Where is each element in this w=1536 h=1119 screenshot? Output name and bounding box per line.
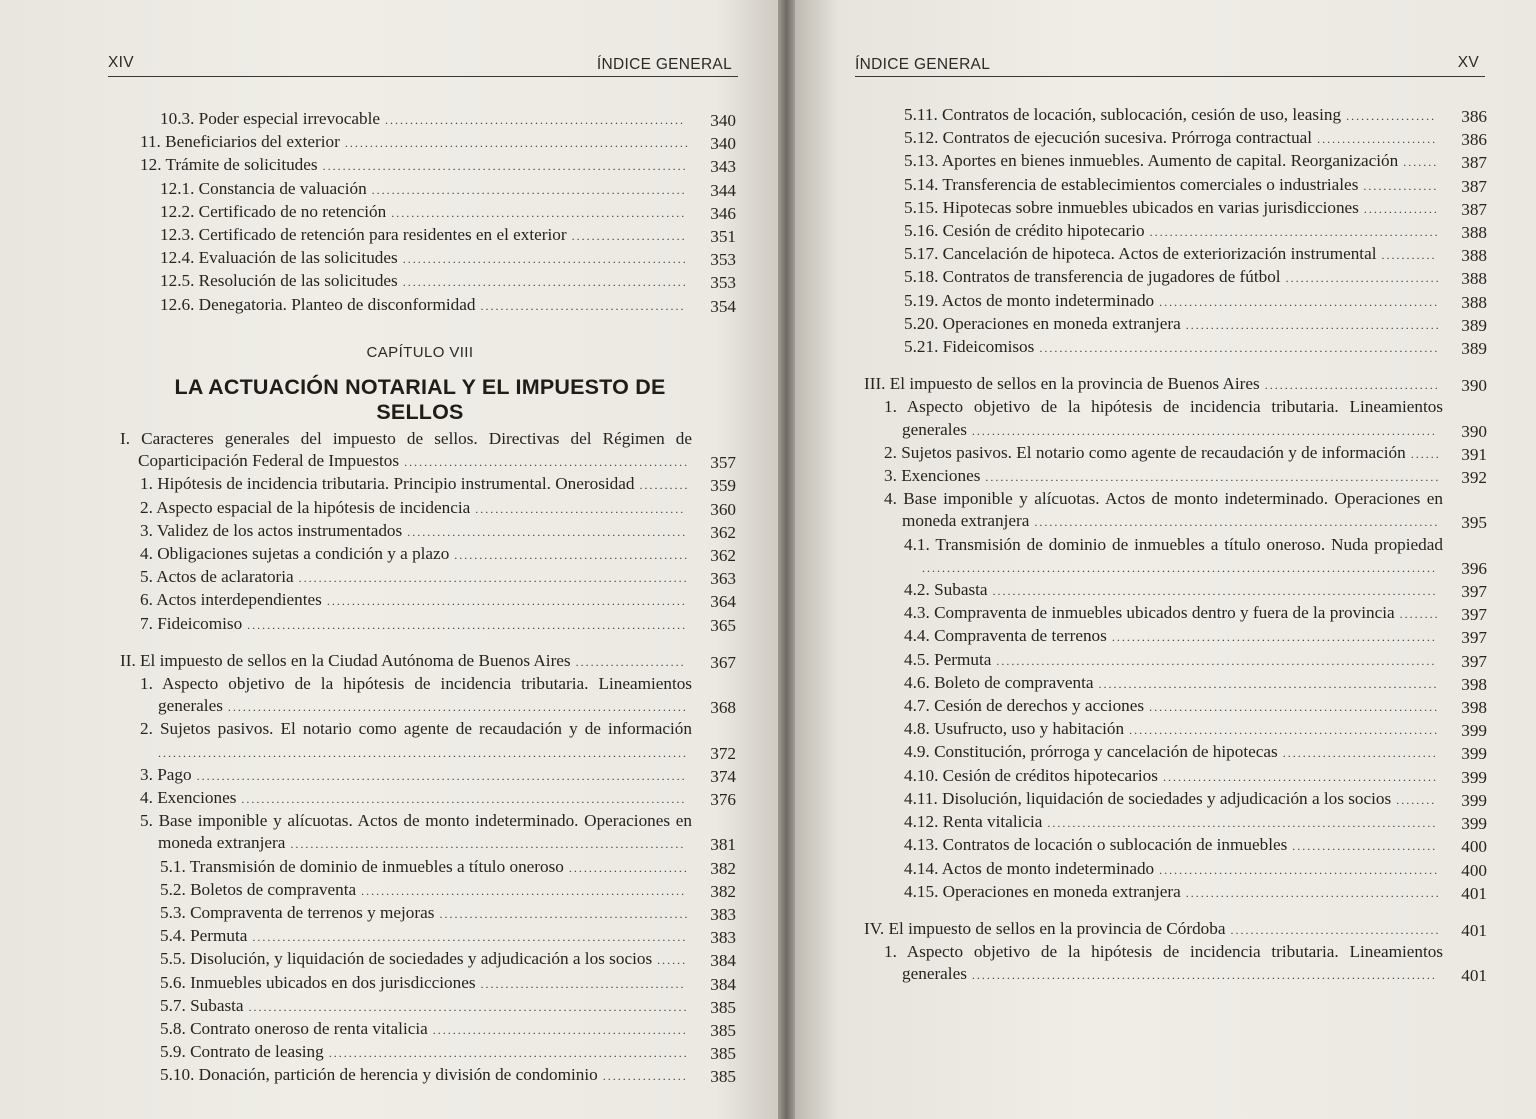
toc-page-number: 385 <box>710 1044 736 1064</box>
toc-entry-title: 12.5. Resolución de las solicitudes <box>160 271 398 291</box>
toc-entry-title: 5.21. Fideicomisos <box>904 337 1035 357</box>
toc-leader-dots: ........... <box>1376 248 1437 263</box>
toc-entry-title: 4.7. Cesión de derechos y acciones <box>904 696 1145 716</box>
toc-leader-dots: ........................................................................................ <box>243 999 689 1014</box>
toc-leader-dots: ........................................................................................ <box>242 617 688 632</box>
toc-entry-title: 5.17. Cancelación de hipoteca. Actos de exteriorización instrumental <box>904 244 1377 264</box>
toc-leader-dots: ........................................................................ <box>323 1046 689 1061</box>
toc-entry <box>120 543 736 566</box>
toc-entry <box>120 247 736 270</box>
toc-entry-title: 4.3. Compraventa de inmuebles ubicados dentro y fuera de la provincia <box>904 603 1395 623</box>
toc-leader-dots: ............................... <box>1280 271 1441 286</box>
toc-entry <box>864 243 1487 266</box>
chapter-label: CAPÍTULO VIII <box>366 344 474 361</box>
toc-page-number: 395 <box>1461 513 1487 533</box>
toc-entry-title: 5.3. Compraventa de terrenos y mejoras <box>160 903 435 923</box>
toc-page-number: 398 <box>1461 674 1487 694</box>
toc-entry <box>864 127 1487 150</box>
toc-entry <box>120 1018 736 1041</box>
toc-entry-title: 5.12. Contratos de ejecución sucesiva. Prórroga contractual <box>904 128 1313 148</box>
toc-entry-title: 5.7. Subasta <box>160 995 244 1015</box>
toc-entry <box>120 224 736 247</box>
toc-page-number: 392 <box>1461 468 1487 488</box>
toc-entry-title: 5.1. Transmisión de dominio de inmuebles a título oneroso <box>160 856 564 876</box>
toc-entry <box>864 941 1487 986</box>
toc-entry-title: 4. Base imponible y alícuotas. Actos de monto indeterminado. Operaciones en moneda extranjera <box>884 489 1443 531</box>
toc-left-top <box>120 108 736 317</box>
toc-entry <box>120 1041 736 1064</box>
toc-page-number: 383 <box>710 905 736 925</box>
toc-entry-title: 2. Sujetos pasivos. El notario como agente de recaudación y de información <box>884 442 1406 462</box>
toc-leader-dots: ........................................................... <box>386 205 687 220</box>
toc-page-number: 360 <box>710 499 736 519</box>
toc-entry-title: 2. Sujetos pasivos. El notario como agente de recaudación y de información <box>140 719 692 739</box>
toc-entry <box>864 718 1487 741</box>
toc-entry <box>864 174 1487 197</box>
toc-page-number: 400 <box>1461 837 1487 857</box>
toc-leader-dots: ................................................................................ <box>1034 341 1440 356</box>
right-page <box>795 0 1536 1119</box>
toc-entry-title: 5.14. Transferencia de establecimientos comerciales o industriales <box>904 174 1359 194</box>
toc-entry <box>864 488 1487 533</box>
toc-entry-title: 7. Fideicomiso <box>140 613 243 633</box>
toc-page-number: 401 <box>1461 920 1487 940</box>
toc-page-number: 390 <box>1461 421 1487 441</box>
toc-entry-title: 12.4. Evaluación de las solicitudes <box>160 248 398 268</box>
toc-page-number: 384 <box>710 974 736 994</box>
toc-leader-dots: ................................................................................. <box>1029 515 1440 530</box>
toc-page-number: 368 <box>710 698 736 718</box>
toc-page-number: 363 <box>710 569 736 589</box>
toc-entry-title: II. El impuesto de sellos en la Ciudad Autónoma de Buenos Aires <box>120 650 571 670</box>
toc-entry <box>864 396 1487 441</box>
toc-leader-dots: ................................................... <box>427 1023 688 1038</box>
toc-entry <box>120 108 736 131</box>
toc-entry-title: 4.4. Compraventa de terrenos <box>904 626 1107 646</box>
toc-entry <box>864 672 1487 695</box>
toc-page-number: 344 <box>710 180 736 200</box>
toc-entry <box>120 613 736 636</box>
toc-leader-dots: .................................................................................................. <box>191 768 687 783</box>
toc-entry <box>864 811 1487 834</box>
toc-entry <box>120 787 736 810</box>
toc-entry-title: 5.8. Contrato oneroso de renta vitalicia <box>160 1019 428 1039</box>
toc-entry <box>864 625 1487 648</box>
toc-leader-dots: ...... <box>652 953 688 968</box>
toc-leader-dots: ............................. <box>1287 839 1438 854</box>
toc-entry-title: 4.2. Subasta <box>904 580 988 600</box>
toc-page-number: 382 <box>710 881 736 901</box>
toc-entry-title: 5.6. Inmuebles ubicados en dos jurisdicciones <box>160 972 476 992</box>
toc-page-number: 388 <box>1461 223 1487 243</box>
toc-page-number: 388 <box>1461 269 1487 289</box>
toc-entry-title: 4.14. Actos de monto indeterminado <box>904 858 1155 878</box>
toc-leader-dots: ......................................................... <box>397 275 688 290</box>
toc-page-number: 399 <box>1461 814 1487 834</box>
right-running-title: ÍNDICE GENERAL <box>855 56 991 73</box>
toc-page-number: 384 <box>710 951 736 971</box>
toc-entry-title: 1. Aspecto objetivo de la hipótesis de incidencia tributaria. Lineamientos generales <box>884 397 1443 439</box>
toc-leader-dots: ......................................................................................... <box>236 792 687 807</box>
toc-entry <box>864 313 1487 336</box>
toc-leader-dots: .............................................................................. <box>1042 816 1438 831</box>
toc-entry-title: 6. Actos interdependientes <box>140 590 322 610</box>
toc-page-number: 362 <box>710 546 736 566</box>
toc-entry <box>864 881 1487 904</box>
toc-leader-dots: .................................................. <box>434 907 690 922</box>
toc-entry-title: 3. Exenciones <box>884 466 981 486</box>
toc-leader-dots: ........................................................ <box>1154 862 1440 877</box>
toc-page-number: 353 <box>710 273 736 293</box>
toc-entry <box>864 197 1487 220</box>
toc-entry <box>864 918 1487 941</box>
toc-page-number: 385 <box>710 1067 736 1087</box>
toc-entry-title: 4.5. Permuta <box>904 649 992 669</box>
toc-entry <box>864 336 1487 359</box>
toc-page-number: 387 <box>1461 176 1487 196</box>
toc-entry-title: 12.3. Certificado de retención para residentes en el exterior <box>160 225 567 245</box>
toc-entry-title: 5.4. Permuta <box>160 926 248 946</box>
toc-leader-dots: ...... <box>1405 446 1441 461</box>
toc-entry-title: 1. Aspecto objetivo de la hipótesis de incidencia tributaria. Lineamientos generales <box>140 674 692 716</box>
toc-entry <box>120 972 736 995</box>
toc-leader-dots: .............................................................................. <box>293 571 689 586</box>
toc-leader-dots: ....... <box>1398 155 1439 170</box>
toc-entry <box>120 497 736 520</box>
toc-leader-dots: .................. <box>1341 109 1437 123</box>
toc-entry-title: 12. Trámite de solicitudes <box>140 155 318 175</box>
toc-entry-title: 3. Pago <box>140 764 192 784</box>
toc-entry-title: 4.15. Operaciones en moneda extranjera <box>904 881 1181 901</box>
toc-right <box>864 104 1487 987</box>
toc-entry-title: 5.19. Actos de monto indeterminado <box>904 290 1155 310</box>
toc-entry-title: 5.11. Contratos de locación, sublocación, cesión de uso, leasing <box>904 105 1342 124</box>
toc-leader-dots: ..................................................................... <box>339 136 690 151</box>
toc-entry-title: IV. El impuesto de sellos en la provincia de Córdoba <box>864 918 1226 938</box>
toc-leader-dots: ........................................................................................ <box>991 653 1437 668</box>
toc-leader-dots: ............................................................................................ <box>222 700 688 715</box>
toc-entry-title: 5.20. Operaciones en moneda extranjera <box>904 313 1181 333</box>
toc-page-number: 343 <box>710 157 736 177</box>
toc-entry <box>864 741 1487 764</box>
toc-page-number: 400 <box>1461 860 1487 880</box>
toc-leader-dots: ............................................................... <box>366 182 687 197</box>
toc-entry <box>120 294 736 317</box>
toc-leader-dots: ................................................... <box>1180 885 1441 900</box>
toc-page-number: 397 <box>1461 651 1487 671</box>
toc-leader-dots: ......................................................... <box>399 455 690 470</box>
toc-left-bottom <box>120 428 736 1088</box>
toc-entry <box>864 649 1487 672</box>
toc-page-number: 401 <box>1461 966 1487 986</box>
toc-entry <box>120 650 736 673</box>
toc-entry <box>120 879 736 902</box>
toc-entry <box>120 201 736 224</box>
toc-page-number: 359 <box>710 476 736 496</box>
toc-page-number: 397 <box>1461 628 1487 648</box>
toc-entry <box>864 534 1487 579</box>
toc-page-number: 399 <box>1461 790 1487 810</box>
toc-entry-title: 12.1. Constancia de valuación <box>160 178 367 198</box>
toc-page-number: 367 <box>710 652 736 672</box>
toc-entry <box>120 925 736 948</box>
toc-entry-title: 12.2. Certificado de no retención <box>160 201 387 221</box>
toc-entry <box>120 902 736 925</box>
toc-page-number: 401 <box>1461 883 1487 903</box>
toc-leader-dots: .......... <box>634 478 690 493</box>
toc-entry <box>864 442 1487 465</box>
toc-page-number: 340 <box>710 134 736 154</box>
toc-leader-dots: ......................................... <box>475 976 686 991</box>
toc-entry-title: 10.3. Poder especial irrevocable <box>160 109 381 128</box>
toc-page-number: 383 <box>710 928 736 948</box>
toc-leader-dots: ........................................................................ <box>321 594 687 609</box>
right-folio: XV <box>1457 54 1479 71</box>
toc-entry <box>864 695 1487 718</box>
toc-leader-dots: ....................... <box>566 229 687 244</box>
toc-entry <box>120 270 736 293</box>
toc-page-number: 340 <box>710 111 736 130</box>
toc-entry-title: 5.2. Boletos de compraventa <box>160 879 357 899</box>
toc-page-number: 364 <box>710 592 736 612</box>
toc-leader-dots: ................................................... <box>1180 317 1441 332</box>
toc-entry <box>864 150 1487 173</box>
toc-leader-dots: ............... <box>1358 178 1439 193</box>
left-running-title: ÍNDICE GENERAL <box>596 56 732 73</box>
toc-page-number: 390 <box>1461 376 1487 396</box>
toc-leader-dots: ...................... <box>570 654 686 669</box>
toc-entry-title: 4.12. Renta vitalicia <box>904 812 1043 832</box>
toc-leader-dots: .......................................... <box>470 501 686 516</box>
left-running-head <box>108 54 738 77</box>
toc-page-number: 389 <box>1461 315 1487 335</box>
toc-leader-dots: .......................................... <box>1225 922 1441 937</box>
toc-entry <box>120 178 736 201</box>
toc-entry <box>120 764 736 787</box>
toc-entry-title: 1. Aspecto objetivo de la hipótesis de incidencia tributaria. Lineamientos generales <box>884 942 1443 984</box>
toc-entry-title: 4.8. Usufructo, uso y habitación <box>904 719 1125 739</box>
toc-entry-title: 4.11. Disolución, liquidación de sociedades y adjudicación a los socios <box>904 788 1392 808</box>
toc-entry <box>120 589 736 612</box>
toc-entry-title: 11. Beneficiarios del exterior <box>140 132 340 152</box>
toc-entry-title: 4. Exenciones <box>140 788 237 808</box>
toc-leader-dots: ........................................................ <box>402 524 688 539</box>
toc-page-number: 396 <box>1461 558 1487 578</box>
toc-leader-dots: ........................ <box>1312 132 1438 147</box>
toc-entry <box>120 520 736 543</box>
toc-leader-dots: ........ <box>1391 792 1437 807</box>
toc-entry <box>864 266 1487 289</box>
toc-page-number: 353 <box>710 250 736 270</box>
toc-leader-dots: ................................................................. <box>356 883 687 898</box>
toc-entry <box>864 834 1487 857</box>
toc-page-number: 362 <box>710 522 736 542</box>
toc-page-number: 354 <box>710 296 736 316</box>
toc-leader-dots: ............................................................................................. <box>966 423 1437 438</box>
toc-page-number: 374 <box>710 766 736 786</box>
toc-entry-title: 1. Hipótesis de incidencia tributaria. Principio instrumental. Onerosidad <box>140 474 635 494</box>
toc-page-number: 387 <box>1461 153 1487 173</box>
toc-page-number: 399 <box>1461 744 1487 764</box>
toc-page-number: 386 <box>1461 107 1487 126</box>
toc-leader-dots: ............................................................................... <box>285 837 686 852</box>
toc-page-number: 381 <box>710 835 736 855</box>
toc-leader-dots: ....................................................................................... <box>247 930 688 945</box>
toc-entry <box>864 220 1487 243</box>
toc-entry-title: 4.10. Cesión de créditos hipotecarios <box>904 765 1158 785</box>
toc-entry <box>120 810 736 855</box>
toc-entry <box>120 154 736 177</box>
toc-page-number: 372 <box>710 743 736 763</box>
toc-entry-title: 5.9. Contrato de leasing <box>160 1042 324 1062</box>
toc-page-number: 397 <box>1461 605 1487 625</box>
toc-entry <box>864 858 1487 881</box>
toc-page-number: 382 <box>710 858 736 878</box>
toc-page-number: 351 <box>710 227 736 247</box>
toc-leader-dots: ......................................... <box>475 298 686 313</box>
toc-entry <box>120 428 736 473</box>
toc-page-number: 365 <box>710 615 736 635</box>
toc-entry <box>864 373 1487 396</box>
toc-entry <box>864 465 1487 488</box>
toc-entry-title: III. El impuesto de sellos en la provincia de Buenos Aires <box>864 374 1260 394</box>
toc-leader-dots: .......................................................................................................... <box>158 745 688 760</box>
toc-page-number: 385 <box>710 997 736 1017</box>
toc-entry <box>864 579 1487 602</box>
toc-page-number: 385 <box>710 1021 736 1041</box>
toc-page-number: 388 <box>1461 246 1487 266</box>
toc-entry <box>120 131 736 154</box>
left-folio: XIV <box>108 54 134 71</box>
toc-leader-dots: ................. <box>597 1069 688 1084</box>
toc-entry <box>120 673 736 718</box>
toc-page-number: 399 <box>1461 767 1487 787</box>
toc-leader-dots: ......................................................................... <box>317 159 688 174</box>
toc-page-number: 397 <box>1461 582 1487 602</box>
toc-entry <box>864 602 1487 625</box>
toc-entry-title: 4. Obligaciones sujetas a condición y a plazo <box>140 544 450 564</box>
toc-leader-dots: ........................ <box>563 860 689 875</box>
toc-gap <box>864 359 1487 373</box>
toc-entry-title: 2. Aspecto espacial de la hipótesis de incidencia <box>140 497 471 517</box>
toc-entry <box>120 566 736 589</box>
chapter-title: LA ACTUACIÓN NOTARIAL Y EL IMPUESTO DE SELLOS <box>174 375 666 424</box>
toc-leader-dots: ............................................................................................. <box>966 968 1437 983</box>
toc-entry <box>864 290 1487 313</box>
toc-entry <box>120 856 736 879</box>
toc-gap <box>120 636 736 650</box>
toc-entry-title: 4.9. Constitución, prórroga y cancelación de hipotecas <box>904 742 1278 762</box>
toc-entry-title: 5.16. Cesión de crédito hipotecario <box>904 221 1145 241</box>
toc-page-number: 387 <box>1461 199 1487 219</box>
toc-leader-dots: ................................................................. <box>1106 630 1437 645</box>
toc-entry <box>120 995 736 1018</box>
toc-entry <box>864 788 1487 811</box>
toc-page-number: 376 <box>710 790 736 810</box>
toc-leader-dots: ....................................................................................................... <box>922 560 1437 575</box>
toc-leader-dots: ............................................................ <box>380 113 686 127</box>
toc-leader-dots: ................................... <box>1259 378 1440 393</box>
book-gutter <box>778 0 795 1119</box>
toc-entry <box>120 948 736 971</box>
right-running-head <box>855 54 1485 77</box>
toc-entry-title: 5.10. Donación, partición de herencia y división de condominio <box>160 1065 598 1085</box>
toc-leader-dots: ........................................................ <box>1154 294 1440 309</box>
toc-page-number: 399 <box>1461 721 1487 741</box>
toc-entry-title: 5.18. Contratos de transferencia de jugadores de fútbol <box>904 267 1281 287</box>
toc-leader-dots: ............... <box>1358 201 1439 216</box>
toc-leader-dots: .......................................................... <box>1144 225 1440 240</box>
toc-page-number: 357 <box>710 453 736 473</box>
toc-page-number: 386 <box>1461 130 1487 150</box>
toc-entry-title: 4.6. Boleto de compraventa <box>904 672 1094 692</box>
toc-leader-dots: ....................................................... <box>1157 769 1438 784</box>
toc-entry <box>120 1064 736 1087</box>
toc-page-number: 346 <box>710 203 736 223</box>
toc-leader-dots: ........................................................................................... <box>980 470 1441 485</box>
toc-leader-dots: .......................................................... <box>1144 700 1440 715</box>
toc-entry-title: 5. Actos de aclaratoria <box>140 567 294 587</box>
toc-page-number: 398 <box>1461 698 1487 718</box>
toc-entry <box>120 718 736 763</box>
toc-entry-title: 3. Validez de los actos instrumentados <box>140 520 403 540</box>
toc-leader-dots: .............................................................. <box>1124 723 1440 738</box>
toc-leader-dots: ............................... <box>1277 746 1438 761</box>
toc-entry-title: 5.5. Disolución, y liquidación de sociedades y adjudicación a los socios <box>160 949 653 969</box>
chapter-heading <box>140 344 700 425</box>
toc-leader-dots: .................................................................... <box>1093 676 1439 691</box>
toc-entry <box>864 765 1487 788</box>
toc-page-number: 391 <box>1461 444 1487 464</box>
toc-entry-title: 5.15. Hipotecas sobre inmuebles ubicados en varias jurisdicciones <box>904 197 1359 217</box>
toc-page-number: 388 <box>1461 292 1487 312</box>
toc-entry-title: 4.13. Contratos de locación o sublocación de inmuebles <box>904 835 1288 855</box>
toc-leader-dots: ......................................................................................... <box>987 584 1438 599</box>
toc-leader-dots: ............................................... <box>449 548 690 563</box>
toc-entry-title: 5. Base imponible y alícuotas. Actos de monto indeterminado. Operaciones en moneda extranjera <box>140 811 692 853</box>
toc-entry <box>864 104 1487 127</box>
toc-leader-dots: ......................................................... <box>397 252 688 267</box>
toc-leader-dots: ........ <box>1394 607 1440 622</box>
toc-entry <box>120 473 736 496</box>
toc-entry-title: I. Caracteres generales del impuesto de sellos. Directivas del Régimen de Coparticipación Federal de Impuestos <box>120 429 692 471</box>
toc-entry-title: 4.1. Transmisión de dominio de inmuebles a título oneroso. Nuda propiedad <box>904 534 1443 554</box>
toc-entry-title: 12.6. Denegatoria. Planteo de disconformidad <box>160 294 476 314</box>
toc-gap <box>864 904 1487 918</box>
toc-entry-title: 5.13. Aportes en bienes inmuebles. Aumento de capital. Reorganización <box>904 151 1399 171</box>
toc-page-number: 389 <box>1461 339 1487 359</box>
